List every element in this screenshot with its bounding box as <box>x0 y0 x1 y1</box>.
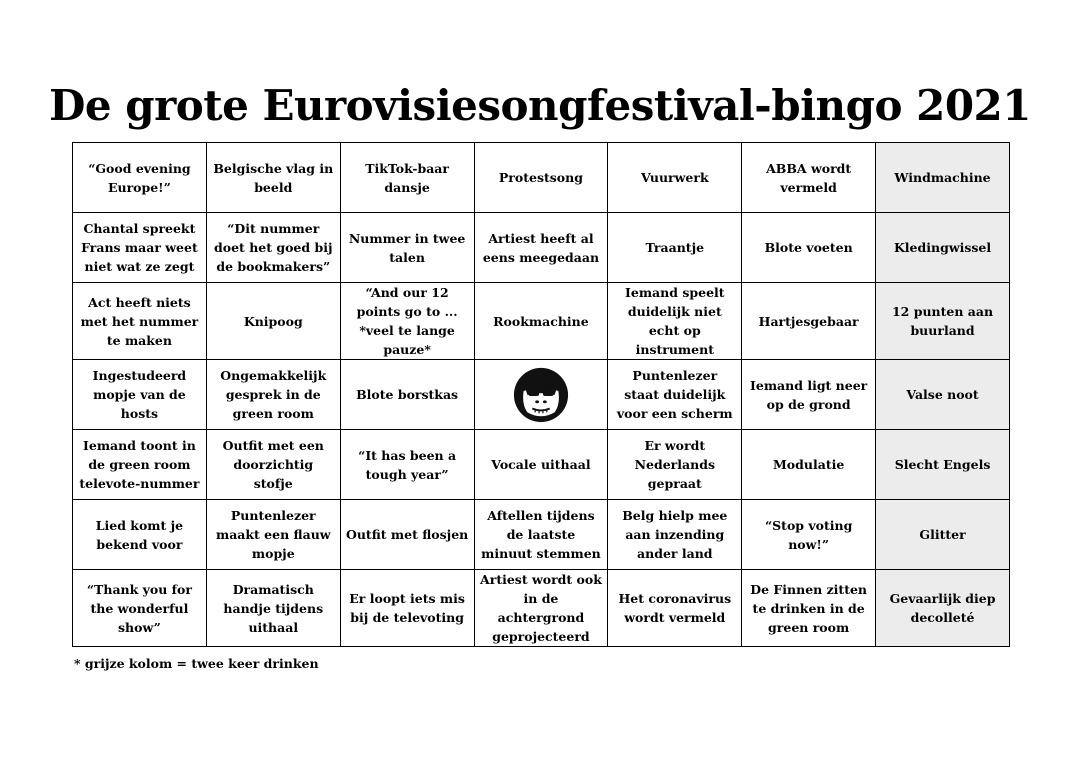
bingo-cell: “It has been a tough year” <box>340 430 474 500</box>
bingo-cell: Vuurwerk <box>608 143 742 213</box>
bingo-row <box>73 430 1010 500</box>
bingo-row <box>73 500 1010 570</box>
bingo-cell: Blote borstkas <box>340 360 474 430</box>
bingo-cell: Het coronavirus wordt vermeld <box>608 570 742 647</box>
bingo-cell: Lied komt je bekend voor <box>73 500 207 570</box>
bingo-cell: Act heeft niets met het nummer te maken <box>73 283 207 360</box>
bingo-cell-double: 12 punten aan buurland <box>876 283 1010 360</box>
bingo-cell: Belg hielp mee aan inzending ander land <box>608 500 742 570</box>
page-title: De grote Eurovisiesongfestival-bingo 2021 <box>48 81 1031 130</box>
bingo-cell: Nummer in twee talen <box>340 213 474 283</box>
bingo-cell: Artiest wordt ook in de achtergrond geprojecteerd <box>474 570 608 647</box>
bingo-cell: Iemand ligt neer op de grond <box>742 360 876 430</box>
bingo-cell: Chantal spreekt Frans maar weet niet wat ze zegt <box>73 213 207 283</box>
bingo-cell: Iemand toont in de green room televote-nummer <box>73 430 207 500</box>
bingo-cell: Blote voeten <box>742 213 876 283</box>
bingo-cell: Outfit met een doorzichtig stofje <box>206 430 340 500</box>
bingo-row <box>73 570 1010 647</box>
bingo-row <box>73 283 1010 360</box>
bingo-cell: Outfit met flosjen <box>340 500 474 570</box>
bingo-cell: Hartjesgebaar <box>742 283 876 360</box>
bingo-cell: “Thank you for the wonderful show” <box>73 570 207 647</box>
bingo-cell: Artiest heeft al eens meegedaan <box>474 213 608 283</box>
bingo-cell: Knipoog <box>206 283 340 360</box>
bingo-cell-double: Windmachine <box>876 143 1010 213</box>
bingo-row <box>73 213 1010 283</box>
bingo-cell-double: Kledingwissel <box>876 213 1010 283</box>
bingo-cell: Iemand speelt duidelijk niet echt op instrument <box>608 283 742 360</box>
bingo-cell: ABBA wordt vermeld <box>742 143 876 213</box>
bingo-cell: TikTok-baar dansje <box>340 143 474 213</box>
bingo-cell: Ongemakkelijk gesprek in de green room <box>206 360 340 430</box>
footnote: * grijze kolom = twee keer drinken <box>74 656 319 671</box>
bingo-row <box>73 360 1010 430</box>
bingo-row <box>73 143 1010 213</box>
bingo-cell-double: Slecht Engels <box>876 430 1010 500</box>
bingo-cell: Puntenlezer staat duidelijk voor een scherm <box>608 360 742 430</box>
bingo-cell: Vocale uithaal <box>474 430 608 500</box>
bingo-cell: Dramatisch handje tijdens uithaal <box>206 570 340 647</box>
bingo-cell: Er loopt iets mis bij de televoting <box>340 570 474 647</box>
bingo-cell: Belgische vlag in beeld <box>206 143 340 213</box>
gorilla-logo-icon <box>512 366 570 424</box>
bingo-cell: Er wordt Nederlands gepraat <box>608 430 742 500</box>
bingo-cell: Traantje <box>608 213 742 283</box>
bingo-cell: Rookmachine <box>474 283 608 360</box>
bingo-cell: “Good evening Europe!” <box>73 143 207 213</box>
bingo-cell: “And our 12 points go to ... *veel te lange pauze* <box>340 283 474 360</box>
bingo-cell-double: Valse noot <box>876 360 1010 430</box>
bingo-cell-double: Gevaarlijk diep decolleté <box>876 570 1010 647</box>
bingo-cell: “Stop voting now!” <box>742 500 876 570</box>
bingo-cell: “Dit nummer doet het goed bij de bookmakers” <box>206 213 340 283</box>
bingo-cell: De Finnen zitten te drinken in de green room <box>742 570 876 647</box>
bingo-cell: Aftellen tijdens de laatste minuut stemmen <box>474 500 608 570</box>
bingo-cell: Modulatie <box>742 430 876 500</box>
bingo-cell: Puntenlezer maakt een flauw mopje <box>206 500 340 570</box>
bingo-cell-double: Glitter <box>876 500 1010 570</box>
bingo-cell: Protestsong <box>474 143 608 213</box>
bingo-grid <box>72 142 1010 647</box>
bingo-cell: Ingestudeerd mopje van de hosts <box>73 360 207 430</box>
bingo-center-cell <box>474 360 608 430</box>
